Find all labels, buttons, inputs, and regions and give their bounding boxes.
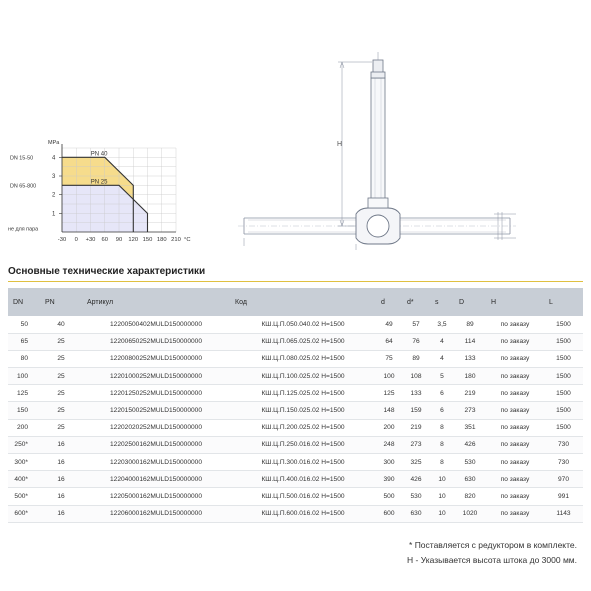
table-cell-s: 10 bbox=[430, 505, 454, 522]
table-cell-d: 300 bbox=[376, 454, 402, 471]
table-cell-outer-d: 351 bbox=[454, 419, 486, 436]
table-cell-code: КШ.Ц.П.200.025.02 H=1500 bbox=[230, 419, 376, 436]
table-cell-s: 10 bbox=[430, 471, 454, 488]
height-dimension bbox=[338, 62, 372, 226]
x-tick-label: 180 bbox=[156, 237, 167, 243]
height-label: H bbox=[337, 141, 343, 148]
table-cell-code: КШ.Ц.П.065.025.02 H=1500 bbox=[230, 333, 376, 350]
table-cell-outer-d: 1020 bbox=[454, 505, 486, 522]
table-cell-s: 3,5 bbox=[430, 316, 454, 333]
table-cell-dn: 65 bbox=[8, 333, 40, 350]
table-cell-d: 248 bbox=[376, 436, 402, 453]
valve-drawing-svg bbox=[232, 48, 522, 260]
table-row bbox=[8, 385, 583, 402]
x-tick-label: +30 bbox=[85, 237, 96, 243]
table-cell-length: 1500 bbox=[544, 402, 583, 419]
table-cell-s: 6 bbox=[430, 385, 454, 402]
table-cell-pn: 16 bbox=[40, 454, 82, 471]
table-cell-article: 12203000162MULD150000000 bbox=[82, 454, 230, 471]
table-cell-d: 125 bbox=[376, 385, 402, 402]
table-cell-outer-d: 89 bbox=[454, 316, 486, 333]
x-tick-label: 90 bbox=[115, 237, 123, 243]
table-cell-d: 64 bbox=[376, 333, 402, 350]
table-cell-s: 10 bbox=[430, 488, 454, 505]
table-cell-dn: 100 bbox=[8, 368, 40, 385]
y-tick-label: 4 bbox=[52, 155, 56, 162]
table-cell-dn: 125 bbox=[8, 385, 40, 402]
table-cell-outer-d: 133 bbox=[454, 350, 486, 367]
table-cell-height: по заказу bbox=[486, 436, 544, 453]
table-cell-pn: 25 bbox=[40, 402, 82, 419]
table-cell-outer-d: 114 bbox=[454, 333, 486, 350]
specifications-table bbox=[8, 288, 583, 523]
table-cell-pn: 40 bbox=[40, 316, 82, 333]
table-cell-s: 5 bbox=[430, 368, 454, 385]
table-cell-article: 12200500402MULD150000000 bbox=[82, 316, 230, 333]
y-axis-label: MPa bbox=[48, 140, 60, 146]
y-tick-label: 3 bbox=[52, 174, 56, 180]
x-tick-label: 120 bbox=[128, 237, 139, 243]
column-header-s: s bbox=[430, 288, 454, 316]
table-row bbox=[8, 488, 583, 505]
x-tick-label: 210 bbox=[171, 237, 181, 243]
table-cell-pn: 25 bbox=[40, 333, 82, 350]
pressure-temperature-chart-svg bbox=[0, 0, 230, 262]
table-cell-code: КШ.Ц.П.050.040.02 H=1500 bbox=[230, 316, 376, 333]
table-cell-d: 500 bbox=[376, 488, 402, 505]
table-cell-outer-d: 530 bbox=[454, 454, 486, 471]
table-cell-dn: 600* bbox=[8, 505, 40, 522]
table-cell-article: 12202500162MULD150000000 bbox=[82, 436, 230, 453]
table-cell-s: 4 bbox=[430, 333, 454, 350]
left-label-dn15-50: DN 15-50 bbox=[10, 155, 34, 162]
table-cell-s: 8 bbox=[430, 419, 454, 436]
table-cell-dn: 250* bbox=[8, 436, 40, 453]
table-row bbox=[8, 471, 583, 488]
valve-drawing bbox=[232, 48, 522, 260]
table-cell-d: 49 bbox=[376, 316, 402, 333]
table-cell-d: 100 bbox=[376, 368, 402, 385]
table-cell-dn: 50 bbox=[8, 316, 40, 333]
table-cell-d-star: 325 bbox=[402, 454, 430, 471]
table-cell-outer-d: 426 bbox=[454, 436, 486, 453]
table-cell-s: 4 bbox=[430, 350, 454, 367]
column-header-d: d bbox=[376, 288, 402, 316]
table-cell-pn: 16 bbox=[40, 505, 82, 522]
table-cell-outer-d: 180 bbox=[454, 368, 486, 385]
column-header-pn: PN bbox=[40, 288, 82, 316]
ball-housing bbox=[356, 208, 400, 244]
table-cell-article: 12200650252MULD150000000 bbox=[82, 333, 230, 350]
pressure-temperature-chart bbox=[0, 0, 230, 262]
table-cell-outer-d: 219 bbox=[454, 385, 486, 402]
table-row bbox=[8, 316, 583, 333]
table-cell-d-star: 76 bbox=[402, 333, 430, 350]
table-cell-dn: 400* bbox=[8, 471, 40, 488]
table-cell-dn: 500* bbox=[8, 488, 40, 505]
table-cell-height: по заказу bbox=[486, 385, 544, 402]
table-cell-pn: 16 bbox=[40, 488, 82, 505]
table-cell-code: КШ.Ц.П.125.025.02 H=1500 bbox=[230, 385, 376, 402]
left-label-dn65-800: DN 65-800 bbox=[10, 183, 37, 190]
table-row bbox=[8, 419, 583, 436]
table-cell-pn: 25 bbox=[40, 368, 82, 385]
table-cell-article: 12201000252MULD150000000 bbox=[82, 368, 230, 385]
table-cell-height: по заказу bbox=[486, 402, 544, 419]
table-cell-s: 8 bbox=[430, 454, 454, 471]
table-cell-code: КШ.Ц.П.300.016.02 H=1500 bbox=[230, 454, 376, 471]
table-cell-height: по заказу bbox=[486, 419, 544, 436]
table-cell-height: по заказу bbox=[486, 333, 544, 350]
table-cell-height: по заказу bbox=[486, 368, 544, 385]
table-cell-d-star: 219 bbox=[402, 419, 430, 436]
table-body bbox=[8, 316, 583, 522]
table-cell-d: 600 bbox=[376, 505, 402, 522]
table-header bbox=[8, 288, 583, 316]
table-cell-dn: 80 bbox=[8, 350, 40, 367]
table-cell-article: 12204000162MULD150000000 bbox=[82, 471, 230, 488]
table-cell-code: КШ.Ц.П.080.025.02 H=1500 bbox=[230, 350, 376, 367]
section-title-underline bbox=[8, 281, 583, 282]
table-cell-height: по заказу bbox=[486, 505, 544, 522]
table-cell-code: КШ.Ц.П.400.016.02 H=1500 bbox=[230, 471, 376, 488]
column-header-dn: DN bbox=[8, 288, 40, 316]
table-cell-height: по заказу bbox=[486, 454, 544, 471]
table-cell-d-star: 57 bbox=[402, 316, 430, 333]
table-cell-outer-d: 630 bbox=[454, 471, 486, 488]
table-cell-outer-d: 820 bbox=[454, 488, 486, 505]
y-tick-label: 1 bbox=[52, 211, 56, 218]
table-cell-code: КШ.Ц.П.150.025.02 H=1500 bbox=[230, 402, 376, 419]
stem-top bbox=[371, 52, 385, 78]
series-label-pn25: PN 25 bbox=[90, 179, 108, 186]
table-cell-article: 12206000162MULD150000000 bbox=[82, 505, 230, 522]
table-cell-d: 200 bbox=[376, 419, 402, 436]
table-cell-d-star: 530 bbox=[402, 488, 430, 505]
table-cell-length: 1143 bbox=[544, 505, 583, 522]
column-header-d-star: d* bbox=[402, 288, 430, 316]
table-cell-height: по заказу bbox=[486, 316, 544, 333]
table-cell-article: 12201500252MULD150000000 bbox=[82, 402, 230, 419]
table-row bbox=[8, 368, 583, 385]
table-cell-pn: 16 bbox=[40, 436, 82, 453]
table-cell-pn: 25 bbox=[40, 385, 82, 402]
table-cell-length: 1500 bbox=[544, 316, 583, 333]
table-cell-code: КШ.Ц.П.100.025.02 H=1500 bbox=[230, 368, 376, 385]
table-row bbox=[8, 436, 583, 453]
table-cell-length: 1500 bbox=[544, 419, 583, 436]
pipe-left-dimension bbox=[244, 238, 356, 250]
table-cell-length: 730 bbox=[544, 436, 583, 453]
table-cell-d-star: 273 bbox=[402, 436, 430, 453]
table-cell-article: 12201250252MULD150000000 bbox=[82, 385, 230, 402]
footnote-stem-height: H - Указывается высота штока до 3000 мм. bbox=[407, 555, 577, 565]
table-cell-dn: 200 bbox=[8, 419, 40, 436]
x-tick-label: 0 bbox=[74, 237, 78, 243]
table-cell-length: 1500 bbox=[544, 333, 583, 350]
table-row bbox=[8, 402, 583, 419]
footnote-reducer: * Поставляется с редуктором в комплекте. bbox=[409, 540, 577, 550]
table-cell-d-star: 630 bbox=[402, 505, 430, 522]
table-cell-pn: 16 bbox=[40, 471, 82, 488]
column-header-outer-d: D bbox=[454, 288, 486, 316]
table-cell-d: 148 bbox=[376, 402, 402, 419]
section-title: Основные технические характеристики bbox=[8, 266, 206, 277]
table-cell-pn: 25 bbox=[40, 350, 82, 367]
column-header-code: Код bbox=[230, 288, 376, 316]
table-cell-height: по заказу bbox=[486, 350, 544, 367]
table-cell-length: 730 bbox=[544, 454, 583, 471]
table-cell-code: КШ.Ц.П.500.016.02 H=1500 bbox=[230, 488, 376, 505]
table-cell-d-star: 426 bbox=[402, 471, 430, 488]
table-cell-length: 1500 bbox=[544, 350, 583, 367]
x-tick-label: 150 bbox=[142, 237, 153, 243]
table-row bbox=[8, 454, 583, 471]
table-cell-dn: 300* bbox=[8, 454, 40, 471]
x-tick-label: -30 bbox=[57, 237, 67, 243]
stem-tube bbox=[368, 78, 388, 208]
table-cell-length: 991 bbox=[544, 488, 583, 505]
table-cell-length: 970 bbox=[544, 471, 583, 488]
series-label-pn40: PN 40 bbox=[90, 151, 108, 158]
table-cell-height: по заказу bbox=[486, 471, 544, 488]
column-header-article: Артикул bbox=[82, 288, 230, 316]
table-cell-d: 390 bbox=[376, 471, 402, 488]
table-cell-d: 75 bbox=[376, 350, 402, 367]
table-cell-d-star: 133 bbox=[402, 385, 430, 402]
table-header-row bbox=[8, 288, 583, 316]
table-row bbox=[8, 350, 583, 367]
table-row bbox=[8, 333, 583, 350]
table-cell-pn: 25 bbox=[40, 419, 82, 436]
table-cell-height: по заказу bbox=[486, 488, 544, 505]
table-cell-d-star: 108 bbox=[402, 368, 430, 385]
table-cell-article: 12202020252MULD150000000 bbox=[82, 419, 230, 436]
table-cell-length: 1500 bbox=[544, 368, 583, 385]
y-tick-label: 2 bbox=[52, 192, 56, 199]
table-cell-d-star: 89 bbox=[402, 350, 430, 367]
table-row bbox=[8, 505, 583, 522]
x-tick-label: 60 bbox=[101, 237, 108, 243]
column-header-length: L bbox=[544, 288, 583, 316]
column-header-height: H bbox=[486, 288, 544, 316]
table-cell-s: 6 bbox=[430, 402, 454, 419]
table-cell-outer-d: 273 bbox=[454, 402, 486, 419]
table-cell-article: 12200800252MULD150000000 bbox=[82, 350, 230, 367]
table-cell-article: 12205000162MULD150000000 bbox=[82, 488, 230, 505]
table-cell-length: 1500 bbox=[544, 385, 583, 402]
left-label-not-for-steam: не для пара bbox=[8, 226, 39, 233]
table-cell-code: КШ.Ц.П.600.016.02 H=1500 bbox=[230, 505, 376, 522]
x-axis-label: °C bbox=[184, 237, 191, 243]
table-cell-d-star: 159 bbox=[402, 402, 430, 419]
table-cell-code: КШ.Ц.П.250.016.02 H=1500 bbox=[230, 436, 376, 453]
table-cell-dn: 150 bbox=[8, 402, 40, 419]
table-cell-s: 8 bbox=[430, 436, 454, 453]
